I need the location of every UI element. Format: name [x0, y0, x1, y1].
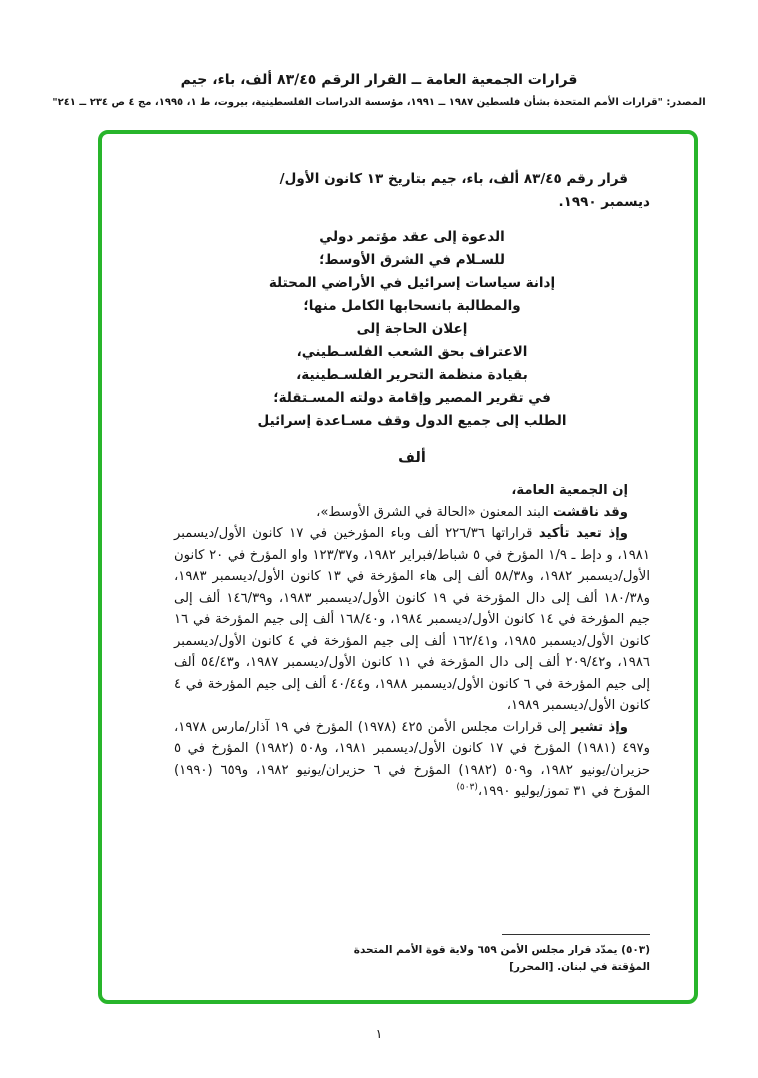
document-header [0, 0, 758, 108]
footnote-marker: (٥٠٣) [621, 944, 650, 956]
subject-line: إدانة سياسات إسرائيل في الأراضي المحتلة [268, 275, 556, 291]
footnote-area [174, 934, 650, 976]
subject-line: الاعتراف بحق الشعب الفلسـطيني، [296, 344, 528, 360]
paragraph-having-discussed [174, 502, 650, 524]
resolution-subject-block [174, 226, 650, 433]
source-citation: المصدر: "قرارات الأمم المتحدة بشأن فلسطين ١٩٨٧ ــ ١٩٩١، مؤسسة الدراسات الفلسطينية، بيروت، ط ١، ١٩٩٥، مج ٤ ص ٢٣٤ ــ ٢٤١" [52, 97, 706, 108]
paragraph-body: قراراتها ٢٢٦/٣٦ ألف وباء المؤرخين في ١٧ كانون الأول/ديسمبر ١٩٨١، و دإط ـ ١/٩ المؤرخ في ٥ شباط/فبراير ١٩٨٢، و١٢٣/٣٧ واو المؤرخ في ٢٠ كانون الأول/ديسمبر ١٩٨٢، و٥٨/٣٨ ألف إلى هاء المؤرخة في ١٣ كانون الأول/ديسمبر ١٩٨٣، و١٨٠/٣٨ ألف إلى دال المؤرخة في ١٩ كانون الأول/ديسمبر ١٩٨٣، و١٤٦/٣٩ ألف إلى جيم المؤرخة في ١٤ كانون الأول/ديسمبر ١٩٨٤، و١٦٨/٤٠ ألف إلى جيم المؤرخة في ١٦ كانون الأول/ديسمبر ١٩٨٥، و١٦٢/٤١ ألف إلى جيم المؤرخة في ٤ كانون الأول/ديسمبر ١٩٨٦، و٢٠٩/٤٢ ألف إلى دال المؤرخة في ١١ كانون الأول/ديسمبر ١٩٨٧، و٥٤/٤٣ ألف إلى جيم المؤرخة في ٦ كانون الأول/ديسمبر ١٩٨٨، و٤٠/٤٤ ألف إلى جيم المؤرخة في ٤ كانون الأول/ديسمبر ١٩٨٩، [174, 526, 650, 713]
footnote-separator [502, 934, 650, 935]
resolution-title-line: قرار رقم ٨٣/٤٥ ألف، باء، جيم بتاريخ ١٣ كانون الأول/ [279, 171, 628, 187]
subject-line: الطلب إلى جميع الدول وقف مسـاعدة إسرائيل [257, 413, 567, 429]
resolution-title-line: ديسمبر ١٩٩٠. [558, 194, 650, 210]
subject-line: بقيادة منظمة التحرير الفلسـطينية، [296, 367, 528, 383]
footnote-body: يمدّد قرار مجلس الأمن ٦٥٩ ولاية قوة الأمم المتحدة المؤقتة في لبنان. [المحرر] [353, 944, 650, 973]
paragraph-lead: إن الجمعية العامة، [511, 483, 628, 498]
resolution-frame [98, 130, 698, 1004]
section-letter: ألف [398, 450, 426, 466]
paragraph-body: إلى قرارات مجلس الأمن ٤٢٥ (١٩٧٨) المؤرخ في ١٩ آذار/مارس ١٩٧٨، و٤٩٧ (١٩٨١) المؤرخ في ١٧ كانون الأول/ديسمبر ١٩٨١، و٥٠٨ (١٩٨٢) المؤرخ في ٥ حزيران/يونيو ١٩٨٢، و٥٠٩ (١٩٨٢) المؤرخ في ٦ حزيران/يونيو ١٩٨٢، و٦٥٩ (١٩٩٠) المؤرخ في ٣١ تموز/يوليو ١٩٩٠، [174, 719, 651, 799]
footnote [350, 942, 650, 976]
page-title: قرارات الجمعية العامة ــ القرار الرقم ٨٣/٤٥ ألف، باء، جيم [180, 72, 578, 88]
paragraph-lead: وإذ تعيد تأكيد [538, 526, 628, 541]
subject-line: في تقرير المصير وإقامة دولته المسـتقلة؛ [273, 390, 551, 406]
paragraph-general-assembly [174, 480, 650, 502]
paragraph-body: البند المعنون «الحالة في الشرق الأوسط»، [316, 504, 554, 520]
paragraph-lead: وإذ تشير [571, 719, 628, 735]
resolution-title-block [174, 168, 650, 214]
footnote-reference: (٥٠٣) [456, 782, 478, 793]
paragraph-recalling [174, 717, 650, 803]
page-number: ١ [375, 1026, 383, 1041]
subject-line: الدعوة إلى عقد مؤتمر دولي [319, 229, 505, 245]
subject-line: والمطالبة بانسحابها الكامل منها؛ [303, 298, 521, 314]
subject-line: إعلان الحاجة إلى [356, 321, 468, 337]
paragraph-reaffirming [174, 523, 650, 717]
paragraph-lead: وقد ناقشت [553, 504, 628, 520]
subject-line: للسـلام في الشرق الأوسط؛ [319, 252, 505, 268]
